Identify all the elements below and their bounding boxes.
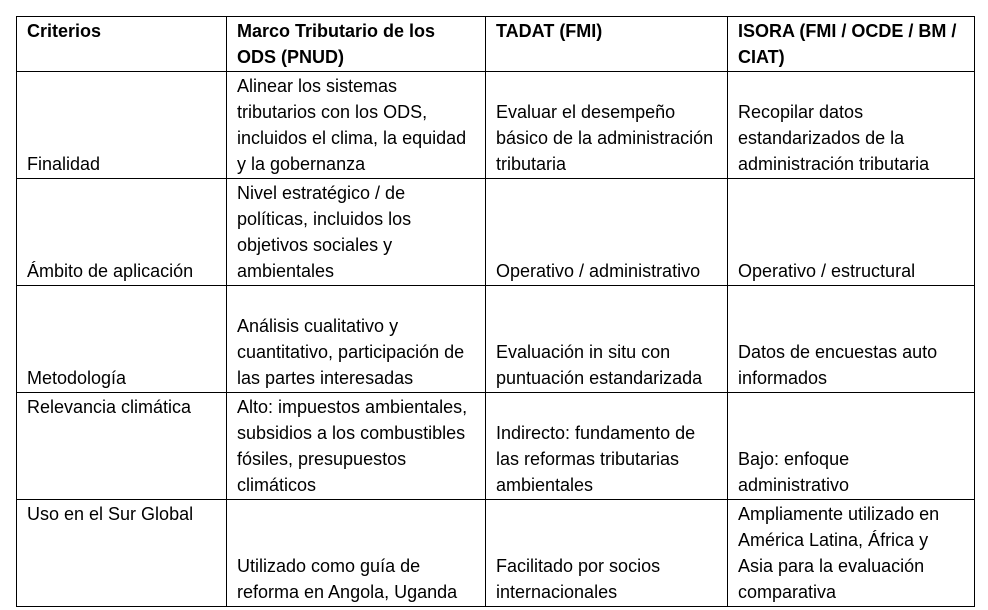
marco-cell: Alto: impuestos ambientales, subsidios a los combustibles fósiles, presupuestos climáticos [227,393,486,500]
isora-cell: Datos de encuestas auto informados [728,286,975,393]
criterion-cell: Finalidad [17,72,227,179]
table-row [17,72,975,179]
criterion-cell: Ámbito de aplicación [17,179,227,286]
tadat-cell: Evaluar el desempeño básico de la administración tributaria [486,72,728,179]
tadat-cell: Indirecto: fundamento de las reformas tributarias ambientales [486,393,728,500]
marco-cell: Análisis cualitativo y cuantitativo, participación de las partes interesadas [227,286,486,393]
criterion-cell: Uso en el Sur Global [17,500,227,607]
header-tadat: TADAT (FMI) [486,17,728,72]
table-row [17,179,975,286]
tadat-cell: Operativo / administrativo [486,179,728,286]
header-row [17,17,975,72]
criterion-cell: Metodología [17,286,227,393]
marco-cell: Nivel estratégico / de políticas, incluidos los objetivos sociales y ambientales [227,179,486,286]
table-row [17,500,975,607]
header-marco-tributario: Marco Tributario de los ODS (PNUD) [227,17,486,72]
isora-cell: Ampliamente utilizado en América Latina, África y Asia para la evaluación comparativa [728,500,975,607]
table-row [17,393,975,500]
isora-cell: Operativo / estructural [728,179,975,286]
marco-cell: Alinear los sistemas tributarios con los ODS, incluidos el clima, la equidad y la gobernanza [227,72,486,179]
header-isora: ISORA (FMI / OCDE / BM / CIAT) [728,17,975,72]
table-row [17,286,975,393]
comparison-table [16,16,975,607]
tadat-cell: Facilitado por socios internacionales [486,500,728,607]
tadat-cell: Evaluación in situ con puntuación estandarizada [486,286,728,393]
marco-cell: Utilizado como guía de reforma en Angola, Uganda [227,500,486,607]
criterion-cell: Relevancia climática [17,393,227,500]
isora-cell: Recopilar datos estandarizados de la administración tributaria [728,72,975,179]
header-criterios: Criterios [17,17,227,72]
isora-cell: Bajo: enfoque administrativo [728,393,975,500]
